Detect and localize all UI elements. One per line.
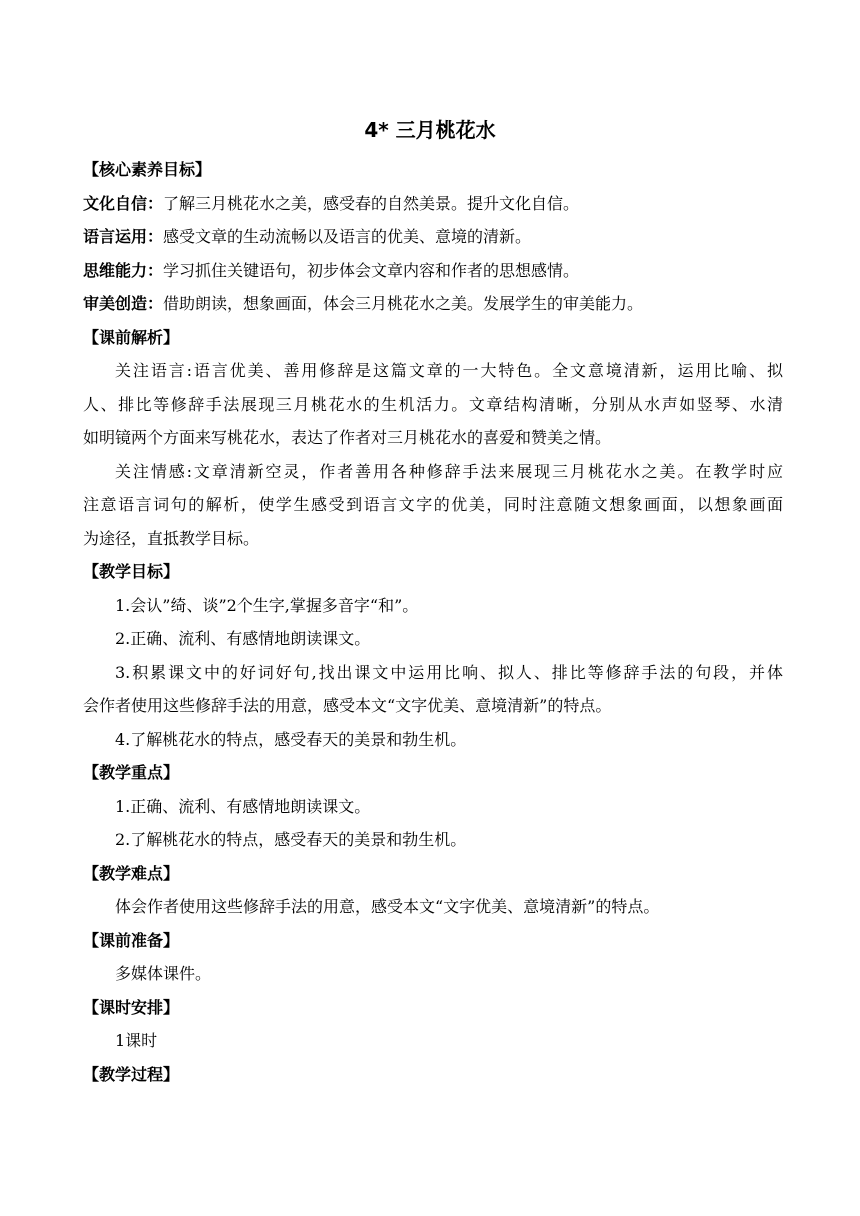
goal-text: 借助朗读，想象画面，体会三月桃花水之美。发展学生的审美能力。 <box>163 294 644 313</box>
document-body <box>83 153 783 1091</box>
paragraph-line: 体会作者使用这些修辞手法的用意，感受本文“文字优美、意境清新”的特点。 <box>115 897 660 916</box>
section-heading-process: 【教学过程】 <box>83 1064 180 1084</box>
list-item: 1.正确、流利、有感情地朗读课文。 <box>115 796 371 816</box>
goal-language <box>83 220 783 254</box>
section-heading-schedule: 【课时安排】 <box>83 997 180 1017</box>
section-heading-key-points: 【教学重点】 <box>83 763 180 782</box>
goal-aesthetic <box>83 287 783 321</box>
goal-thinking <box>83 254 783 288</box>
list-item: 3.积累课文中的好词好句,找出课文中运用比响、拟人、排比等修辞手法的句段，并体 <box>115 662 783 682</box>
goal-text: 感受文章的生动流畅以及语言的优美、意境的清新。 <box>163 227 532 246</box>
document-title: 4* 三月桃花水 <box>364 118 496 142</box>
goal-label: 思维能力： <box>83 260 164 280</box>
section-heading-difficult-points: 【教学难点】 <box>83 863 180 883</box>
paragraph-line: 关注语言:语言优美、善用修辞是这篇文章的一大特色。全文意境清新，运用比喻、拟 <box>115 361 783 380</box>
section-heading-teaching-goals: 【教学目标】 <box>83 562 180 581</box>
goal-label: 文化自信： <box>83 193 164 213</box>
paragraph-line: 注意语言词句的解析，使学生感受到语言文字的优美，同时注意随文想象画面，以想象画面 <box>83 495 783 514</box>
goal-label: 审美创造： <box>83 294 164 313</box>
section-heading-pre-analysis: 【课前解析】 <box>83 327 180 347</box>
paragraph-line: 人、排比等修辞手法展现三月桃花水的生机活力。文章结构清晰，分别从水声如竖琴、水清 <box>83 394 783 414</box>
list-item-continued: 会作者使用这些修辞手法的用意，感受本文“文字优美、意境清新”的特点。 <box>83 696 612 715</box>
list-item: 2.正确、流利、有感情地朗读课文。 <box>115 629 371 648</box>
goal-label: 语言运用： <box>83 227 164 246</box>
section-heading-core-goals: 【核心素养目标】 <box>83 160 212 179</box>
goal-culture <box>83 187 783 221</box>
section-heading-preparation: 【课前准备】 <box>83 930 180 950</box>
paragraph-line: 1课时 <box>115 1031 158 1050</box>
paragraph-line: 为途径，直抵教学目标。 <box>83 528 260 548</box>
paragraph-line: 多媒体课件。 <box>115 964 212 983</box>
goal-text: 学习抓住关键语句，初步体会文章内容和作者的思想感情。 <box>163 260 580 280</box>
list-item: 1.会认”绮、谈”2个生字,掌握多音字“和”。 <box>115 595 419 615</box>
goal-text: 了解三月桃花水之美，感受春的自然美景。提升文化自信。 <box>163 193 580 213</box>
paragraph-line: 如明镜两个方面来写桃花水，表达了作者对三月桃花水的喜爱和赞美之情。 <box>83 428 612 447</box>
list-item: 4.了解桃花水的特点，感受春天的美景和勃生机。 <box>115 729 467 749</box>
list-item: 2.了解桃花水的特点，感受春天的美景和勃生机。 <box>115 830 467 849</box>
paragraph-line: 关注情感:文章清新空灵，作者善用各种修辞手法来展现三月桃花水之美。在教学时应 <box>115 461 783 481</box>
